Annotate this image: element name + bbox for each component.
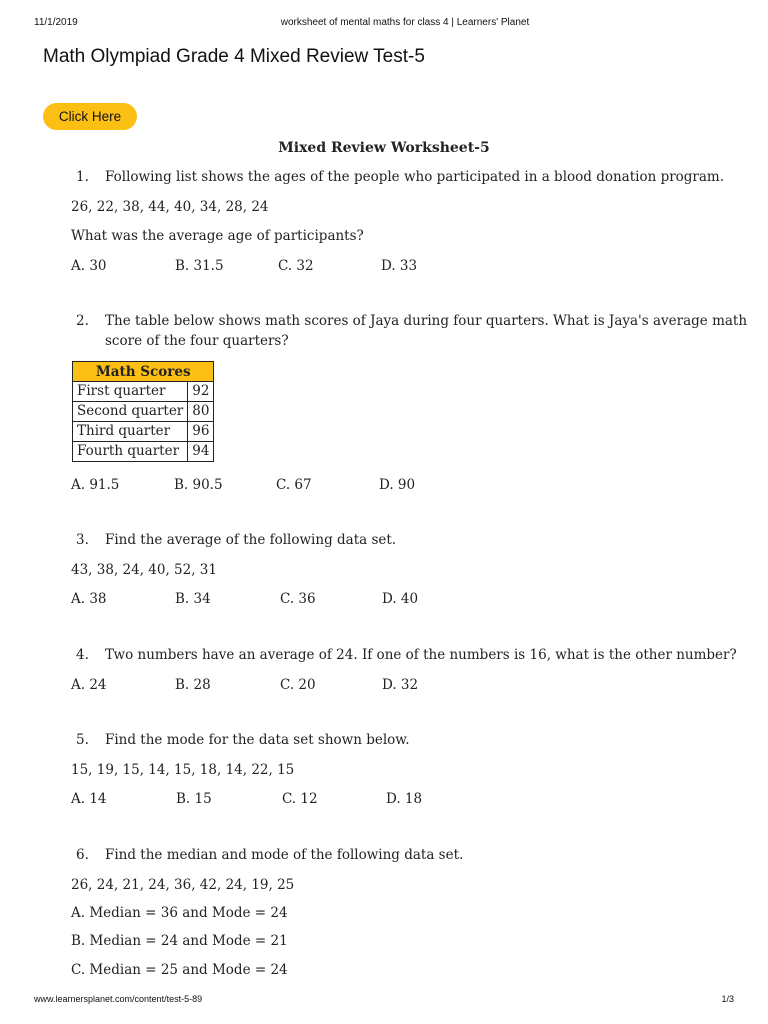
option-d: D. 40 (382, 591, 419, 607)
footer-url: www.learnersplanet.com/content/test-5-89 (34, 994, 203, 1004)
option-a: A. Median = 36 and Mode = 24 (71, 905, 288, 921)
question-number: 3. (76, 532, 89, 548)
option-d: D. 32 (382, 677, 419, 693)
option-b: B. 28 (175, 677, 211, 693)
option-c: C. 32 (278, 258, 314, 274)
option-a: A. 24 (71, 677, 107, 693)
table-cell-label: Second quarter (73, 402, 188, 422)
question-text: Find the mode for the data set shown below. (105, 732, 410, 748)
question-data: 26, 24, 21, 24, 36, 42, 24, 19, 25 (71, 877, 295, 893)
option-d: D. 90 (379, 477, 416, 493)
question-text: Two numbers have an average of 24. If one of the numbers is 16, what is the other number? (105, 647, 737, 663)
option-c: C. 12 (282, 791, 318, 807)
table-cell-label: Third quarter (73, 422, 188, 442)
table-header: Math Scores (73, 362, 214, 382)
table-cell-value: 80 (188, 402, 214, 422)
option-b: B. 90.5 (174, 477, 223, 493)
print-page-title: worksheet of mental maths for class 4 | Learners' Planet (280, 17, 530, 28)
question-number: 5. (76, 732, 89, 748)
option-b: B. 15 (176, 791, 212, 807)
option-d: D. 18 (386, 791, 423, 807)
question-number: 4. (76, 647, 89, 663)
question-subtext: What was the average age of participants? (71, 228, 364, 244)
table-cell-value: 92 (188, 382, 214, 402)
question-data: 26, 22, 38, 44, 40, 34, 28, 24 (71, 199, 269, 215)
question-number: 6. (76, 847, 89, 863)
table-row (73, 422, 214, 442)
option-a: A. 91.5 (71, 477, 120, 493)
option-c: C. 67 (276, 477, 312, 493)
question-data: 15, 19, 15, 14, 15, 18, 14, 22, 15 (71, 762, 295, 778)
table-row (73, 402, 214, 422)
page-number: 1/3 (721, 994, 734, 1004)
question-text: Following list shows the ages of the people who participated in a blood donation program. (105, 169, 725, 185)
option-b: B. 31.5 (175, 258, 224, 274)
option-d: D. 33 (381, 258, 418, 274)
option-a: A. 30 (71, 258, 107, 274)
table-cell-label: First quarter (73, 382, 188, 402)
question-number: 2. (76, 313, 89, 329)
table-cell-value: 96 (188, 422, 214, 442)
table-row (73, 382, 214, 402)
question-data: 43, 38, 24, 40, 52, 31 (71, 562, 217, 578)
question-text: The table below shows math scores of Jaya during four quarters. What is Jaya's average math score of the four quarters? (105, 313, 748, 349)
table-cell-label: Fourth quarter (73, 442, 188, 462)
question-number: 1. (76, 169, 89, 185)
option-a: A. 14 (71, 791, 107, 807)
option-c: C. 20 (280, 677, 316, 693)
option-c: C. Median = 25 and Mode = 24 (71, 962, 288, 978)
print-date: 11/1/2019 (34, 17, 78, 28)
option-b: B. 34 (175, 591, 211, 607)
table-cell-value: 94 (188, 442, 214, 462)
question-text: Find the average of the following data set. (105, 532, 397, 548)
worksheet-title: Mixed Review Worksheet-5 (278, 140, 490, 156)
math-scores-table (72, 361, 214, 462)
question-text: Find the median and mode of the following data set. (105, 847, 464, 863)
option-c: C. 36 (280, 591, 316, 607)
option-a: A. 38 (71, 591, 107, 607)
page-title: Math Olympiad Grade 4 Mixed Review Test-5 (43, 46, 425, 67)
click-here-button[interactable]: Click Here (43, 103, 137, 130)
option-b: B. Median = 24 and Mode = 21 (71, 933, 288, 949)
table-row (73, 442, 214, 462)
